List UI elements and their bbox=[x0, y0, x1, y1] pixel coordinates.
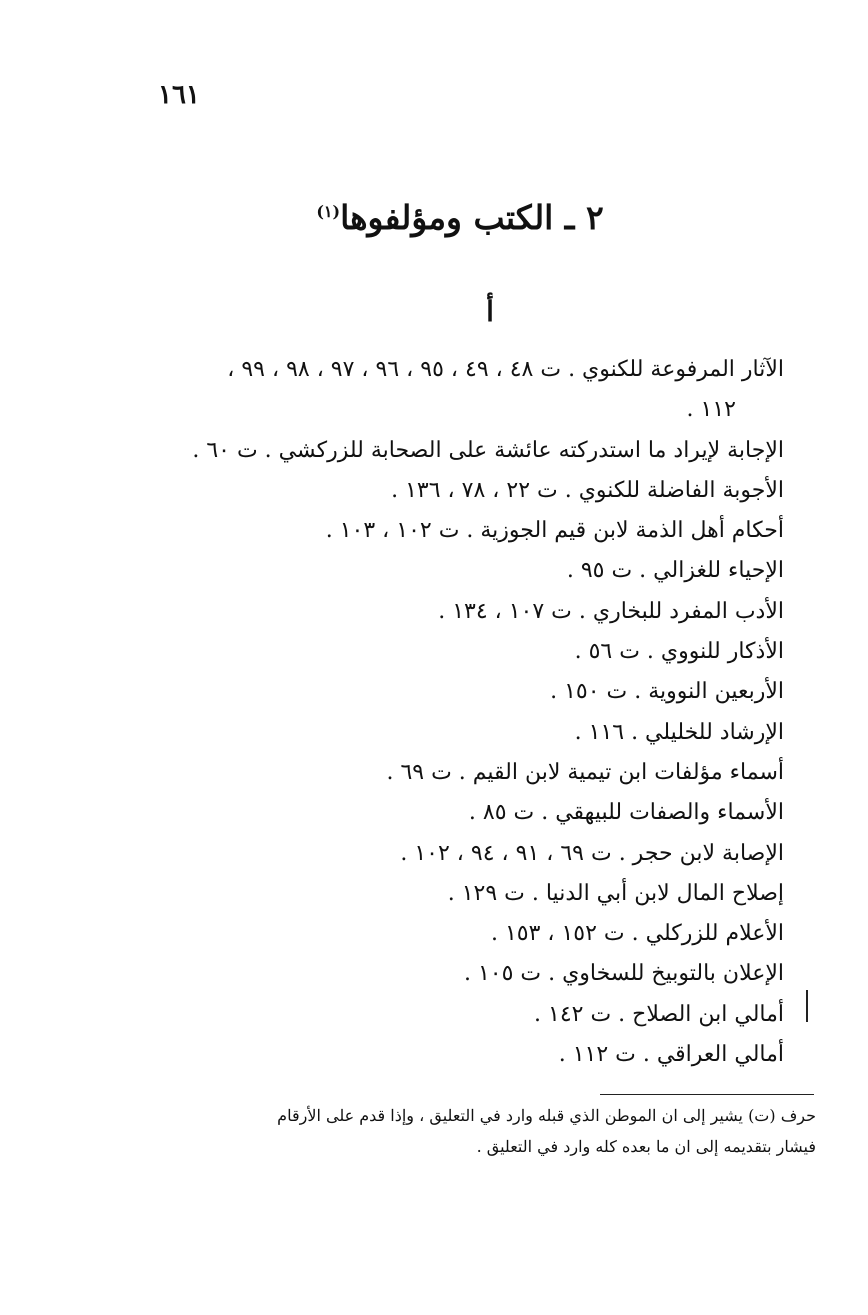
footnote-marker: (١) bbox=[316, 202, 341, 221]
index-entry: الأربعين النووية . ت ١٥٠ . bbox=[550, 679, 784, 705]
index-entry: إصلاح المال لابن أبي الدنيا . ت ١٢٩ . bbox=[447, 880, 784, 906]
page-number: ١٦١ bbox=[158, 80, 200, 110]
footnote-line: حرف (ت) يشير إلى ان الموطن الذي قبله وارد في التعليق ، وإذا قدم على الأرقام bbox=[277, 1106, 816, 1125]
index-entry: الأعلام للزركلي . ت ١٥٢ ، ١٥٣ . bbox=[490, 921, 784, 947]
index-entry: الإجابة لإيراد ما استدركته عائشة على الصحابة للزركشي . ت ٦٠ . bbox=[192, 437, 784, 463]
book-index-list bbox=[144, 350, 784, 1075]
index-entry: الإعلان بالتوبيخ للسخاوي . ت ١٠٥ . bbox=[463, 961, 784, 987]
index-entry: أمالي العراقي . ت ١١٢ . bbox=[558, 1042, 784, 1068]
index-entry: الآثار المرفوعة للكنوي . ت ٤٨ ، ٤٩ ، ٩٥ ، ٩٦ ، ٩٧ ، ٩٨ ، ٩٩ ، bbox=[227, 357, 784, 382]
index-entry: الإحياء للغزالي . ت ٩٥ . bbox=[566, 558, 784, 584]
footnote-line: فيشار بتقديمه إلى ان ما بعده كله وارد في التعليق . bbox=[476, 1137, 816, 1156]
heading-text: ٢ ـ الكتب ومؤلفوها bbox=[340, 198, 604, 237]
index-entry: الإرشاد للخليلي . ١١٦ . bbox=[574, 719, 784, 745]
index-entry: الإصابة لابن حجر . ت ٦٩ ، ٩١ ، ٩٤ ، ١٠٢ . bbox=[400, 840, 784, 866]
index-entry: أحكام أهل الذمة لابن قيم الجوزية . ت ١٠٢ ، ١٠٣ . bbox=[325, 518, 784, 544]
index-entry-continuation: ١١٢ . bbox=[686, 397, 736, 423]
margin-mark bbox=[806, 990, 808, 1022]
index-entry: أمالي ابن الصلاح . ت ١٤٢ . bbox=[534, 1001, 784, 1027]
index-entry: الأذكار للنووي . ت ٥٦ . bbox=[574, 639, 784, 665]
footnote-divider bbox=[600, 1094, 814, 1095]
index-entry: الأدب المفرد للبخاري . ت ١٠٧ ، ١٣٤ . bbox=[438, 598, 784, 624]
footnote bbox=[116, 1100, 816, 1162]
index-entry: الأجوبة الفاضلة للكنوي . ت ٢٢ ، ٧٨ ، ١٣٦ . bbox=[391, 477, 784, 503]
index-entry: الأسماء والصفات للبيهقي . ت ٨٥ . bbox=[468, 800, 784, 826]
index-entry: أسماء مؤلفات ابن تيمية لابن القيم . ت ٦٩ . bbox=[386, 759, 784, 785]
section-letter: أ bbox=[486, 295, 494, 328]
chapter-heading bbox=[250, 198, 670, 237]
